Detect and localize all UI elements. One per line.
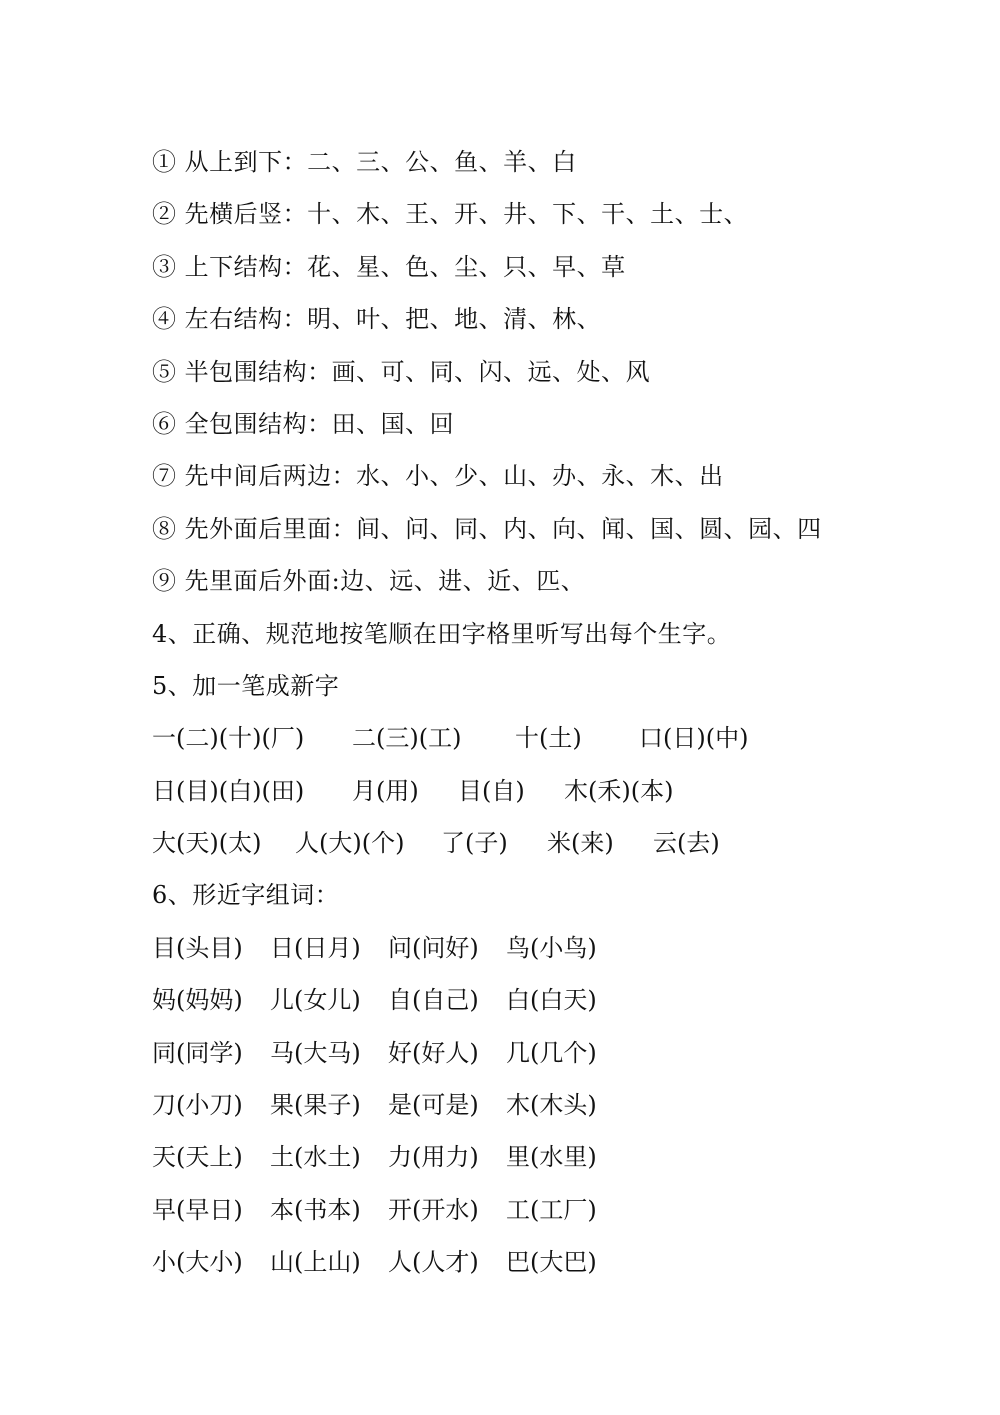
similar-char-row-1 [152,926,972,978]
rule-number: ⑨ [152,567,177,596]
similar-char-item: 土(水土) [270,1143,361,1172]
document-page [152,140,972,1293]
rule-text: 半包围结构：画、可、同、闪、远、处、风 [184,357,651,386]
rule-text: 先中间后两边：水、小、少、山、办、永、木、出 [184,462,724,491]
similar-char-row-6 [152,1188,972,1240]
similar-char-row-3 [152,1031,972,1083]
similar-char-item: 白(白天) [506,986,597,1015]
similar-char-item: 鸟(小鸟) [506,933,597,962]
similar-char-row-5 [152,1135,972,1187]
similar-char-item: 刀(小刀) [152,1091,243,1120]
rule-number: ③ [152,252,177,281]
stroke-rule-7 [152,454,972,506]
similar-char-item: 目(头目) [152,933,243,962]
similar-char-item: 巴(大巴) [506,1248,597,1277]
rule-number: ④ [152,305,177,334]
similar-char-item: 妈(妈妈) [152,986,243,1015]
rule-number: ② [152,200,177,229]
section-4-instruction: 4、正确、规范地按笔顺在田字格里听写出每个生字。 [152,619,732,648]
stroke-rule-1 [152,140,972,192]
add-stroke-item: 了(子) [441,829,508,858]
similar-char-item: 果(果子) [270,1091,361,1120]
similar-char-item: 山(上山) [270,1248,361,1277]
similar-char-item: 力(用力) [388,1143,479,1172]
similar-char-item: 是(可是) [388,1091,479,1120]
similar-char-item: 开(开水) [388,1195,479,1224]
similar-char-item: 人(人才) [388,1248,479,1277]
similar-char-item: 本(书本) [270,1195,361,1224]
similar-char-item: 天(天上) [152,1143,243,1172]
rule-number: ⑥ [152,409,177,438]
add-stroke-item: 米(来) [547,829,614,858]
add-stroke-item: 一(二)(十)(厂) [152,724,305,753]
similar-char-item: 好(好人) [388,1038,479,1067]
section-6-title: 6、形近字组词： [152,881,340,910]
similar-char-item: 自(自己) [388,986,479,1015]
rule-text: 先横后竖：十、木、王、开、井、下、干、土、士、 [184,200,749,229]
similar-char-item: 问(问好) [388,933,479,962]
stroke-rule-2 [152,192,972,244]
rule-number: ① [152,148,177,176]
add-stroke-item: 人(大)(个) [295,829,405,858]
rule-text: 左右结构：明、叶、把、地、清、林、 [184,305,602,334]
similar-char-item: 早(早日) [152,1195,243,1224]
similar-char-item: 里(水里) [506,1143,597,1172]
rule-number: ⑧ [152,514,177,543]
similar-char-item: 日(日月) [270,933,361,962]
similar-char-item: 马(大马) [270,1038,361,1067]
stroke-rule-8 [152,507,972,559]
similar-char-item: 木(木头) [506,1091,597,1120]
stroke-rule-6 [152,402,972,454]
rule-text: 从上到下：二、三、公、鱼、羊、白 [184,148,577,176]
similar-char-item: 同(同学) [152,1038,243,1067]
section-5-title: 5、加一笔成新字 [152,671,340,700]
stroke-rule-5 [152,350,972,402]
add-stroke-row-2 [152,769,972,821]
add-stroke-row-3 [152,821,972,873]
rule-text: 全包围结构：田、国、回 [184,409,455,438]
stroke-rule-9 [152,559,972,611]
add-stroke-item: 目(自) [458,776,525,805]
similar-char-item: 小(大小) [152,1248,243,1277]
similar-char-row-7 [152,1240,972,1292]
stroke-rule-4 [152,297,972,349]
rule-number: ⑤ [152,357,177,386]
similar-char-row-4 [152,1083,972,1135]
add-stroke-item: 二(三)(工) [352,724,462,753]
rule-number: ⑦ [152,462,177,491]
rule-text: 先外面后里面：间、问、同、内、向、闻、国、圆、园、四 [184,514,822,543]
add-stroke-item: 十(土) [515,724,582,753]
add-stroke-item: 日(目)(白)(田) [152,776,305,805]
similar-char-row-2 [152,978,972,1030]
similar-char-item: 几(几个) [506,1038,597,1067]
add-stroke-item: 大(天)(太) [152,829,262,858]
add-stroke-row-1 [152,716,972,768]
add-stroke-item: 月(用) [352,776,419,805]
stroke-rule-3 [152,245,972,297]
rule-text: 先里面后外面:边、远、进、近、匹、 [184,567,586,596]
add-stroke-item: 云(去) [653,829,720,858]
similar-char-item: 儿(女儿) [270,986,361,1015]
similar-char-item: 工(工厂) [506,1195,597,1224]
add-stroke-item: 木(禾)(本) [564,776,674,805]
rule-text: 上下结构：花、星、色、尘、只、早、草 [184,252,626,281]
add-stroke-item: 口(日)(中) [639,724,749,753]
